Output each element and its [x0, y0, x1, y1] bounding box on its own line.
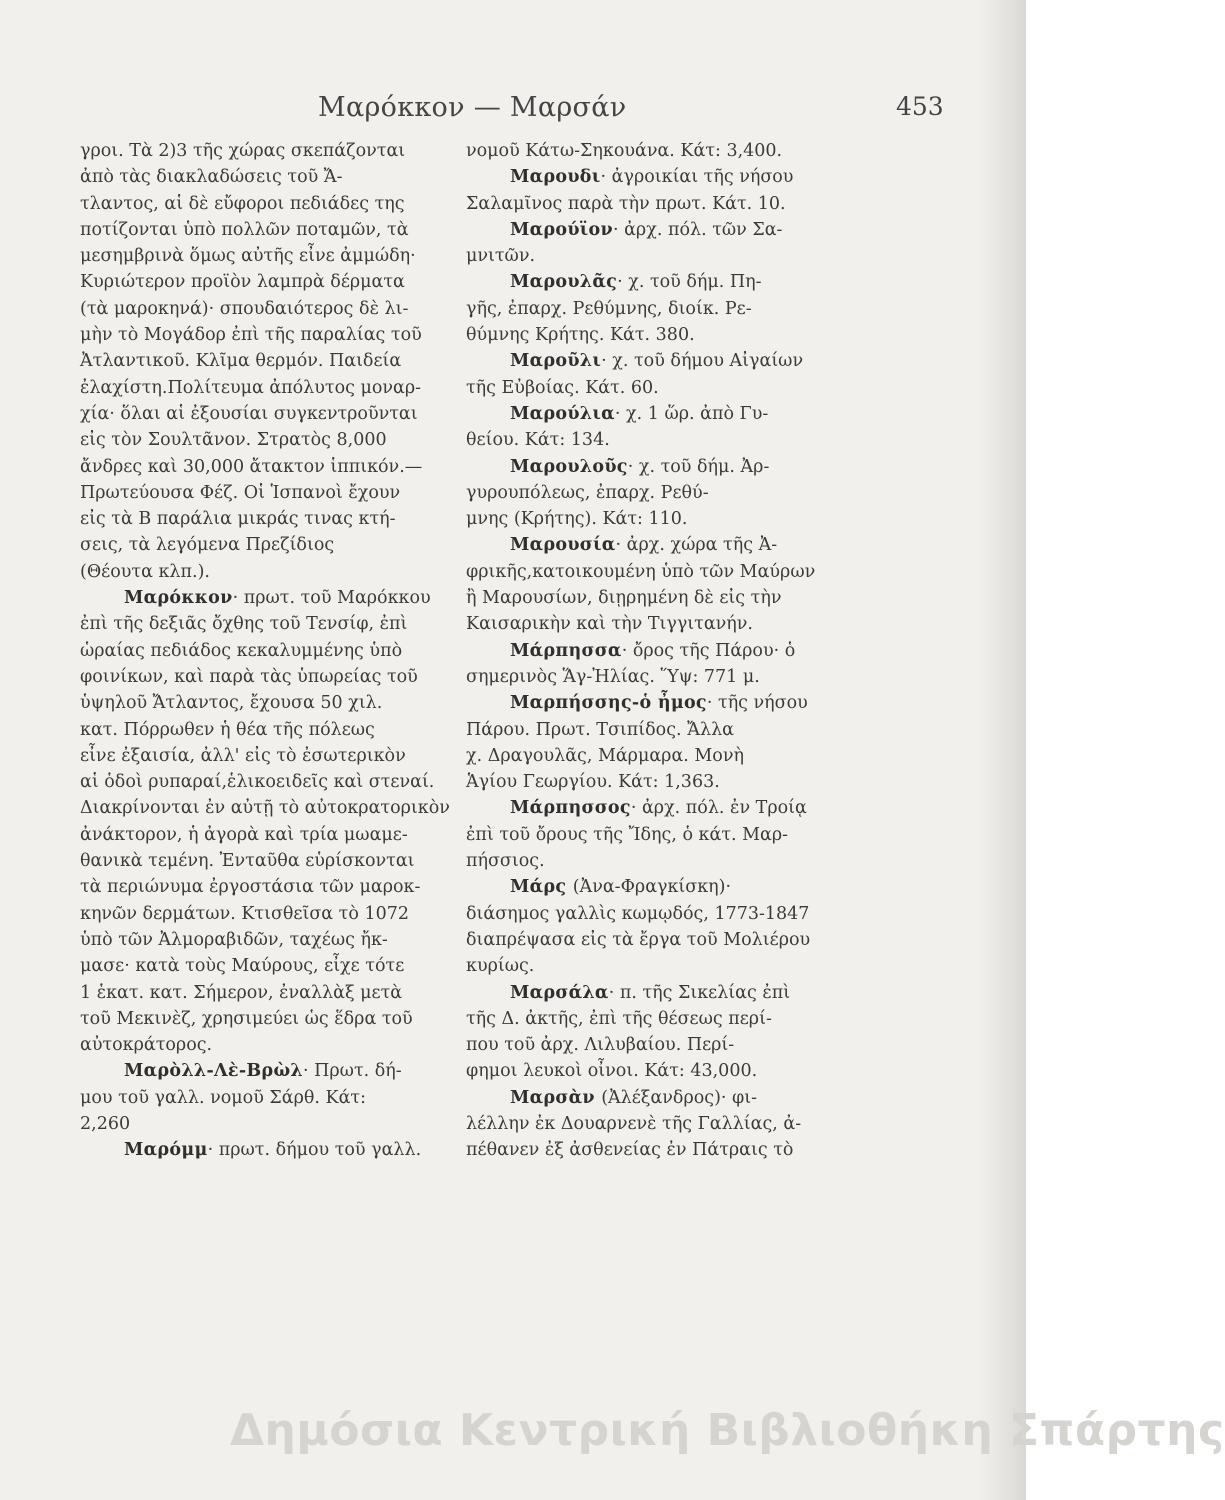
entry-headword: Μαρούλια — [510, 403, 615, 424]
text-line: θείου. Κάτ: 134. — [466, 430, 610, 451]
text-line: ἄνδρες καὶ 30,000 ἄτακτον ἱππικόν.— — [80, 456, 423, 477]
text-line: θύμνης Κρήτης. Κάτ. 380. — [466, 325, 695, 346]
text-line: μνης (Κρήτης). Κάτ: 110. — [466, 509, 688, 530]
text-line: ὑψηλοῦ Ἄτλαντος, ἔχουσα 50 χιλ. — [80, 693, 383, 714]
text-line: ἐπὶ τῆς δεξιᾶς ὄχθης τοῦ Τενσίφ, ἐπὶ — [80, 614, 408, 635]
text-line: θανικὰ τεμένη. Ἐνταῦθα εὑρίσκονται — [80, 851, 415, 872]
text-line: Μαρούϊον· ἀρχ. πόλ. τῶν Σα- — [510, 219, 783, 240]
entry-headword: Μαρουλοῦς — [510, 456, 628, 477]
text-line: Μαρσὰν (Ἀλέξανδρος)· φι- — [510, 1087, 758, 1108]
text-line: Μαρουλοῦς· χ. τοῦ δήμ. Ἀρ- — [510, 456, 770, 477]
entry-headword: Μαρούϊον — [510, 219, 613, 240]
entry-headword: Μαρὸλλ-Λὲ-Βρὼλ — [124, 1061, 303, 1082]
library-watermark: Δημόσια Κεντρική Βιβλιοθήκη Σπάρτης — [230, 1405, 1225, 1456]
text-line: εἶνε ἐξαισία, ἀλλ' εἰς τὸ ἐσωτερικὸν — [80, 745, 406, 766]
text-line: ἐλαχίστη.Πολίτευμα ἀπόλυτος μοναρ- — [80, 377, 422, 398]
text-line: ποτίζονται ὑπὸ πολλῶν ποταμῶν, τὰ — [80, 219, 409, 240]
text-line: Διακρίνονται ἐν αὐτῇ τὸ αὐτοκρατορικὸν — [80, 798, 450, 819]
text-line: ἀπὸ τὰς διακλαδώσεις τοῦ Ἄ- — [80, 167, 343, 188]
right-column — [466, 138, 838, 1164]
running-title: Μαρόκκον — Μαρσάν — [318, 92, 627, 123]
text-line: Μαρουλᾶς· χ. τοῦ δήμ. Πη- — [510, 272, 762, 293]
text-line: τὰ περιώνυμα ἐργοστάσια τῶν μαροκ- — [80, 877, 421, 898]
text-line: Μαρουδι· ἀγροικίαι τῆς νήσου — [510, 167, 794, 188]
text-line: μεσημβρινὰ ὅμως αὐτῆς εἶνε ἀμμώδη· — [80, 246, 416, 267]
text-line: Ἀτλαντικοῦ. Κλῖμα θερμόν. Παιδεία — [80, 351, 402, 372]
text-line: τῆς Δ. ἀκτῆς, ἐπὶ τῆς θέσεως περί- — [466, 1008, 772, 1029]
text-line: ἀνάκτορον, ἡ ἀγορὰ καὶ τρία μωαμε- — [80, 824, 408, 845]
entry-headword: Μαρουλᾶς — [510, 272, 618, 293]
text-line: μου τοῦ γαλλ. νομοῦ Σάρθ. Κάτ: — [80, 1087, 367, 1108]
text-line: ἐπὶ τοῦ ὄρους τῆς Ἴδης, ὁ κάτ. Μαρ- — [466, 824, 789, 845]
text-line: διαπρέψασα εἰς τὰ ἔργα τοῦ Μολιέρου — [466, 929, 811, 950]
text-line: φρικῆς,κατοικουμένη ὑπὸ τῶν Μαύρων — [466, 561, 816, 582]
text-line: μασε· κατὰ τοὺς Μαύρους, εἶχε τότε — [80, 956, 405, 977]
text-line: λέλλην ἐκ Δουαρνενὲ τῆς Γαλλίας, ἀ- — [466, 1113, 802, 1134]
text-line: εἰς τὸν Σουλτᾶνον. Στρατὸς 8,000 — [80, 430, 387, 451]
text-line: Μαρούλια· χ. 1 ὥρ. ἀπὸ Γυ- — [510, 403, 769, 424]
text-line: γροι. Τὰ 2)3 τῆς χώρας σκεπάζονται — [80, 141, 406, 161]
page-header — [0, 92, 1026, 132]
text-line: (τὰ μαροκηνά)· σπουδαιότερος δὲ λι- — [80, 298, 409, 319]
text-line: γυρουπόλεως, ἐπαρχ. Ρεθύ- — [466, 482, 709, 503]
text-line: Μαρὸλλ-Λὲ-Βρὼλ· Πρωτ. δή- — [124, 1061, 402, 1082]
page-number: 453 — [896, 92, 944, 121]
text-line: ὡραίας πεδιάδος κεκαλυμμένης ὑπὸ — [80, 640, 403, 661]
text-line: τῆς Εὐβοίας. Κάτ. 60. — [466, 377, 659, 398]
text-line: φοινίκων, καὶ παρὰ τὰς ὑπωρείας τοῦ — [80, 666, 418, 687]
text-line: χ. Δραγουλᾶς, Μάρμαρα. Μονὴ — [466, 745, 744, 766]
text-line: χία· ὅλαι αἱ ἐξουσίαι συγκεντροῦνται — [80, 403, 418, 424]
text-line: Μάρπησσος· ἀρχ. πόλ. ἐν Τροίᾳ — [510, 798, 807, 819]
text-line: τλαντος, αἱ δὲ εὔφοροι πεδιάδες της — [80, 193, 405, 214]
text-line: Μαρόμμ· πρωτ. δήμου τοῦ γαλλ. — [124, 1140, 422, 1161]
text-line: Μάρπησσα· ὄρος τῆς Πάρου· ὁ — [510, 640, 796, 661]
entry-headword: Μαρσάλα — [510, 982, 609, 1003]
text-line: διάσημος γαλλὶς κωμῳδός, 1773-1847 — [466, 903, 810, 924]
text-line: κυρίως. — [466, 956, 535, 977]
text-line: νομοῦ Κάτω-Σηκουάνα. Κάτ: 3,400. — [466, 141, 783, 161]
text-line: εἰς τὰ Β παράλια μικράς τινας κτή- — [80, 509, 396, 530]
text-line: φημοι λευκοὶ οἶνοι. Κάτ: 43,000. — [466, 1061, 758, 1082]
text-line: ὑπὸ τῶν Ἀλμοραβιδῶν, ταχέως ἤκ- — [80, 929, 388, 950]
text-line: ἢ Μαρουσίων, διῃρημένη δὲ εἰς τὴν — [466, 588, 782, 609]
entry-headword: Μάρπησσος — [510, 798, 631, 819]
entry-headword: Μαρόκκον — [124, 588, 233, 609]
text-line: Μάρς (Ἀνα-Φραγκίσκη)· — [510, 877, 732, 898]
entry-headword: Μαρόμμ — [124, 1140, 208, 1161]
text-line: Μαροῦλι· χ. τοῦ δήμου Αἰγαίων — [510, 351, 804, 372]
text-line: τοῦ Μεκινὲζ, χρησιμεύει ὡς ἕδρα τοῦ — [80, 1008, 413, 1029]
text-line: μὴν τὸ Μογάδορ ἐπὶ τῆς παραλίας τοῦ — [80, 325, 422, 346]
text-line: πέθανεν ἐξ ἀσθενείας ἐν Πάτραις τὸ — [466, 1140, 794, 1161]
text-line: Μαρπήσσης-ὁ ἦμος· τῆς νήσου — [510, 693, 808, 714]
entry-headword: Μαροῦλι — [510, 351, 602, 372]
text-line: που τοῦ ἀρχ. Λιλυβαίου. Περί- — [466, 1035, 735, 1056]
text-line: Μαρόκκον· πρωτ. τοῦ Μαρόκκου — [124, 588, 431, 609]
text-line: Κυριώτερον προϊὸν λαμπρὰ δέρματα — [80, 272, 405, 293]
text-line: Σαλαμῖνος παρὰ τὴν πρωτ. Κάτ. 10. — [466, 193, 786, 214]
entry-headword: Μαρπήσσης-ὁ ἦμος — [510, 693, 707, 714]
entry-headword: Μαρουσία — [510, 535, 616, 556]
text-line: Πάρου. Πρωτ. Τσιπίδος. Ἄλλα — [466, 719, 734, 740]
text-line: Πρωτεύουσα Φέζ. Οἱ Ἱσπανοὶ ἔχουν — [80, 482, 401, 503]
entry-headword: Μαρσὰν — [510, 1087, 602, 1108]
entry-headword: Μάρς — [510, 877, 573, 898]
text-line: 2,260 — [80, 1113, 131, 1134]
text-line: 1 ἑκατ. κατ. Σήμερον, ἐναλλὰξ μετὰ — [80, 982, 403, 1003]
text-line: γῆς, ἐπαρχ. Ρεθύμνης, διοίκ. Ρε- — [466, 298, 752, 319]
text-line: αὐτοκράτορος. — [80, 1035, 213, 1056]
text-line: πήσσιος. — [466, 851, 545, 872]
text-line: Μαρουσία· ἀρχ. χώρα τῆς Ἀ- — [510, 535, 778, 556]
text-line: μνιτῶν. — [466, 246, 536, 267]
entry-headword: Μαρουδι — [510, 167, 601, 188]
text-line: Μαρσάλα· π. τῆς Σικελίας ἐπὶ — [510, 982, 791, 1003]
text-line: αἱ ὁδοὶ ρυπαραί,ἑλικοειδεῖς καὶ στεναί. — [80, 772, 435, 793]
text-line: Ἁγίου Γεωργίου. Κάτ: 1,363. — [466, 772, 720, 793]
text-line: κατ. Πόρρωθεν ἡ θέα τῆς πόλεως — [80, 719, 375, 740]
text-line: σεις, τὰ λεγόμενα Πρεζίδιος — [80, 535, 335, 556]
page-edge-shadow — [978, 0, 1026, 1500]
text-line: κηνῶν δερμάτων. Κτισθεῖσα τὸ 1072 — [80, 903, 409, 924]
text-line: σημερινὸς Ἅγ-Ἠλίας. Ὕψ: 771 μ. — [466, 666, 760, 687]
left-column — [80, 138, 450, 1164]
text-line: (Θέουτα κλπ.). — [80, 561, 210, 582]
entry-headword: Μάρπησσα — [510, 640, 622, 661]
text-line: Καισαρικὴν καὶ τὴν Τιγγιτανήν. — [466, 614, 753, 635]
